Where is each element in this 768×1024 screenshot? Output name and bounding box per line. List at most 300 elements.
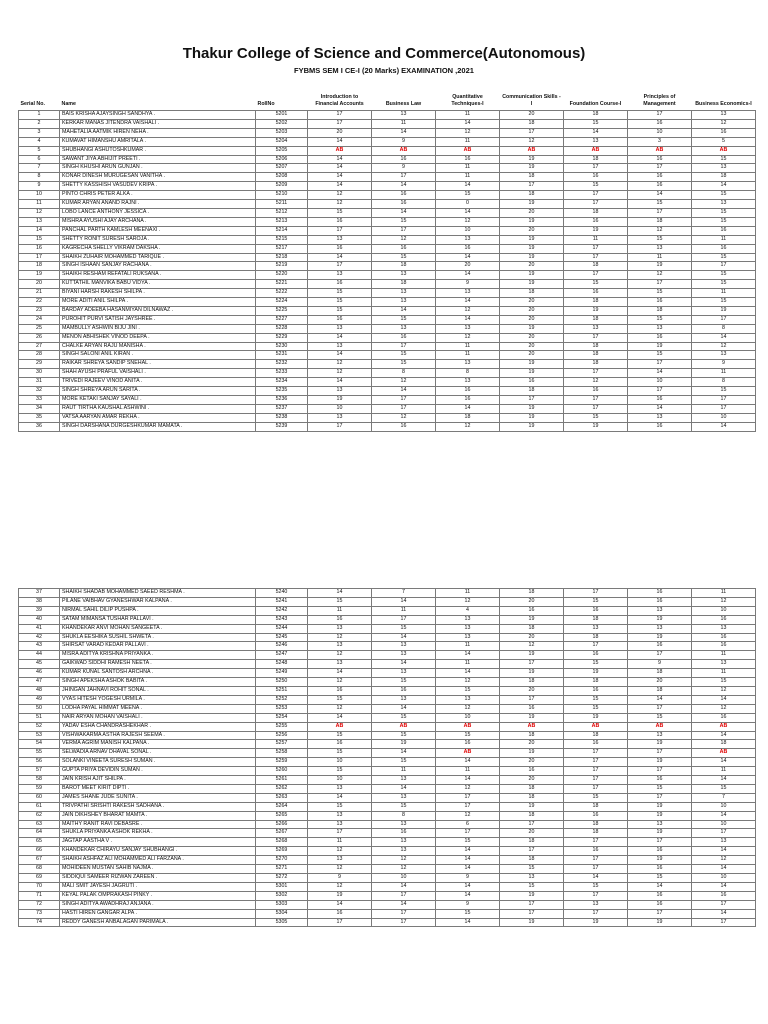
table-row (19, 128, 756, 137)
marks-cell: AB (564, 146, 628, 155)
serial-cell: 42 (19, 633, 60, 642)
serial-cell: 29 (19, 360, 60, 369)
marks-cell: 13 (692, 164, 756, 173)
marks-cell: 9 (628, 660, 692, 669)
marks-cell: 19 (500, 651, 564, 660)
table-row (19, 396, 756, 405)
marks-cell: 16 (308, 615, 372, 624)
marks-cell: 13 (628, 820, 692, 829)
column-header: Quantitative Techniques-I (436, 77, 500, 111)
roll-cell: 5208 (256, 173, 308, 182)
marks-cell: 16 (372, 191, 436, 200)
marks-cell: 15 (692, 191, 756, 200)
marks-cell: 12 (436, 333, 500, 342)
name-cell: SOLANKI VINEETA SURESH SUMAN . (60, 758, 256, 767)
marks-cell: 19 (500, 280, 564, 289)
name-cell: MISRA ADITYA KRISHNA PRIYANKA . (60, 651, 256, 660)
marks-cell: 19 (628, 829, 692, 838)
marks-cell: 11 (436, 137, 500, 146)
marks-cell: 11 (692, 651, 756, 660)
roll-cell: 5222 (256, 289, 308, 298)
serial-cell: 2 (19, 119, 60, 128)
name-cell: SHAIKH SHADAB MOHAMMED SAEED RESHMA . (60, 589, 256, 598)
roll-cell: 5227 (256, 315, 308, 324)
serial-cell: 73 (19, 909, 60, 918)
marks-cell: 17 (308, 422, 372, 431)
table-row (19, 324, 756, 333)
marks-cell: 18 (564, 802, 628, 811)
marks-cell: 16 (564, 387, 628, 396)
marks-cell: 16 (628, 642, 692, 651)
marks-cell: 16 (500, 704, 564, 713)
marks-cell: 19 (628, 918, 692, 927)
marks-cell: 14 (564, 128, 628, 137)
table-row (19, 208, 756, 217)
marks-cell: 14 (692, 909, 756, 918)
roll-cell: 5261 (256, 776, 308, 785)
marks-cell: 18 (564, 342, 628, 351)
marks-cell: 14 (372, 660, 436, 669)
marks-cell: 11 (436, 342, 500, 351)
marks-cell: 17 (628, 280, 692, 289)
marks-cell: 17 (500, 660, 564, 669)
marks-cell: 16 (308, 740, 372, 749)
serial-cell: 7 (19, 164, 60, 173)
marks-cell: 15 (500, 882, 564, 891)
name-cell: BAIS KRISHA AJAYSINGH SANDHYA . (60, 111, 256, 120)
table-row (19, 882, 756, 891)
marks-cell: 15 (628, 713, 692, 722)
name-cell: SHETTY KASSHISH VASUDEV KRIPA . (60, 182, 256, 191)
marks-cell: 10 (628, 378, 692, 387)
marks-cell: 16 (628, 396, 692, 405)
marks-cell: 17 (564, 758, 628, 767)
name-cell: KUMAVAT HIMANSHU AMRITALA . (60, 137, 256, 146)
serial-cell: 34 (19, 404, 60, 413)
marks-cell: 13 (372, 793, 436, 802)
serial-cell: 23 (19, 306, 60, 315)
marks-cell: AB (308, 722, 372, 731)
marks-cell: 18 (500, 387, 564, 396)
marks-cell: 14 (436, 271, 500, 280)
marks-cell: 17 (628, 111, 692, 120)
roll-cell: 5234 (256, 378, 308, 387)
serial-cell: 54 (19, 740, 60, 749)
marks-cell: 16 (436, 155, 500, 164)
marks-cell: 15 (308, 306, 372, 315)
name-cell: SHAIKH ZUHAIR MOHAMMED TARIQUE . (60, 253, 256, 262)
marks-cell: 16 (628, 119, 692, 128)
marks-cell: 16 (692, 615, 756, 624)
marks-cell: 15 (436, 191, 500, 200)
roll-cell: 5211 (256, 200, 308, 209)
marks-cell: 17 (500, 128, 564, 137)
marks-cell: 19 (692, 306, 756, 315)
marks-cell: 15 (372, 253, 436, 262)
marks-cell: 13 (372, 289, 436, 298)
table-row (19, 722, 756, 731)
marks-cell: 11 (436, 173, 500, 182)
roll-cell: 5270 (256, 856, 308, 865)
marks-cell: 16 (628, 597, 692, 606)
marks-cell: 15 (436, 731, 500, 740)
table-row (19, 704, 756, 713)
name-cell: MENON ABHISHEK VINOD DEEPA . (60, 333, 256, 342)
table-row (19, 173, 756, 182)
marks-cell: 18 (436, 413, 500, 422)
marks-cell: 17 (628, 387, 692, 396)
serial-cell: 32 (19, 387, 60, 396)
marks-cell: 12 (692, 686, 756, 695)
serial-cell: 52 (19, 722, 60, 731)
marks-cell: 15 (436, 909, 500, 918)
column-header: RollNo (256, 77, 308, 111)
serial-cell: 67 (19, 856, 60, 865)
marks-cell: 13 (692, 111, 756, 120)
marks-cell: 13 (372, 695, 436, 704)
marks-cell: 12 (692, 342, 756, 351)
table-row (19, 865, 756, 874)
roll-cell: 5268 (256, 838, 308, 847)
marks-cell: 19 (500, 253, 564, 262)
serial-cell: 51 (19, 713, 60, 722)
marks-cell: 18 (564, 351, 628, 360)
serial-cell: 1 (19, 111, 60, 120)
column-header: Serial No. (19, 77, 60, 111)
roll-cell: 5256 (256, 731, 308, 740)
marks-cell: 12 (308, 651, 372, 660)
name-cell: MALI SMIT JAYESH JAGRUTI . (60, 882, 256, 891)
marks-cell: AB (692, 146, 756, 155)
name-cell: CHALKE ARYAN RAJU MANISHA . (60, 342, 256, 351)
marks-cell: 17 (564, 589, 628, 598)
table-row (19, 606, 756, 615)
name-cell: SINGH DARSHANA DURGESHKUMAR MAMATA . (60, 422, 256, 431)
marks-cell: 16 (692, 713, 756, 722)
marks-cell: 16 (500, 378, 564, 387)
roll-cell: 5212 (256, 208, 308, 217)
serial-cell: 36 (19, 422, 60, 431)
serial-cell: 58 (19, 776, 60, 785)
column-header: Principles of Management (628, 77, 692, 111)
marks-cell: 16 (436, 740, 500, 749)
name-cell: SIDDIQUI SAMEER RIZWAN ZAREEN . (60, 874, 256, 883)
roll-cell: 5267 (256, 829, 308, 838)
marks-cell: 14 (436, 651, 500, 660)
marks-cell: 13 (308, 820, 372, 829)
name-cell: KHANDEKAR ANVI MOHAN SANGEETA . (60, 624, 256, 633)
marks-cell: 18 (564, 829, 628, 838)
serial-cell: 66 (19, 847, 60, 856)
name-cell: SINGH APEKSHA ASHOK BABITA . (60, 678, 256, 687)
marks-cell: 14 (436, 865, 500, 874)
marks-cell: 13 (628, 413, 692, 422)
marks-cell: 18 (692, 173, 756, 182)
marks-cell: 12 (308, 369, 372, 378)
marks-cell: 17 (372, 173, 436, 182)
marks-cell: AB (372, 722, 436, 731)
marks-cell: 16 (628, 891, 692, 900)
marks-cell: 14 (372, 306, 436, 315)
marks-cell: AB (628, 722, 692, 731)
table-row (19, 413, 756, 422)
roll-cell: 5244 (256, 624, 308, 633)
roll-cell: 5245 (256, 633, 308, 642)
marks-cell: 7 (692, 793, 756, 802)
marks-cell: 16 (436, 387, 500, 396)
marks-cell: 16 (564, 606, 628, 615)
serial-cell: 12 (19, 208, 60, 217)
column-header: Foundation Course-I (564, 77, 628, 111)
marks-cell: 19 (500, 615, 564, 624)
marks-cell: 17 (500, 396, 564, 405)
marks-cell: 15 (628, 351, 692, 360)
marks-cell: 16 (308, 909, 372, 918)
name-cell: PUROHIT PURVI SATISH JAYSHREE . (60, 315, 256, 324)
marks-cell: 8 (692, 378, 756, 387)
marks-cell: 11 (372, 119, 436, 128)
marks-cell: 19 (628, 262, 692, 271)
marks-cell: 19 (500, 324, 564, 333)
table-row (19, 811, 756, 820)
marks-cell: 18 (564, 678, 628, 687)
marks-cell: 12 (500, 137, 564, 146)
marks-cell: 15 (564, 280, 628, 289)
marks-cell: 15 (564, 695, 628, 704)
table-row (19, 695, 756, 704)
marks-cell: 13 (308, 784, 372, 793)
serial-cell: 45 (19, 660, 60, 669)
roll-cell: 5201 (256, 111, 308, 120)
roll-cell: 5237 (256, 404, 308, 413)
marks-cell: 19 (500, 802, 564, 811)
name-cell: LOBO LANCE ANTHONY JESSICA . (60, 208, 256, 217)
roll-cell: 5247 (256, 651, 308, 660)
marks-cell: 15 (692, 208, 756, 217)
marks-cell: 14 (628, 369, 692, 378)
roll-cell: 5221 (256, 280, 308, 289)
marks-cell: 15 (564, 119, 628, 128)
marks-cell: 14 (308, 351, 372, 360)
name-cell: GAIKWAD SIDDHI RAMESH NEETA . (60, 660, 256, 669)
marks-cell: 16 (372, 686, 436, 695)
table-row (19, 642, 756, 651)
marks-cell: 15 (372, 315, 436, 324)
marks-cell: 15 (372, 713, 436, 722)
marks-cell: 17 (372, 909, 436, 918)
marks-cell: 6 (436, 820, 500, 829)
marks-cell: 9 (372, 137, 436, 146)
marks-cell: 13 (628, 606, 692, 615)
name-cell: SHUBHANGI ASHUTOSHKUMAR . (60, 146, 256, 155)
marks-cell: 16 (692, 128, 756, 137)
marks-cell: 17 (500, 695, 564, 704)
table-row (19, 217, 756, 226)
roll-cell: 5258 (256, 749, 308, 758)
roll-cell: 5269 (256, 847, 308, 856)
marks-cell: 11 (436, 589, 500, 598)
name-cell: HASTI HIREN GANGAR ALPA . (60, 909, 256, 918)
roll-cell: 5302 (256, 891, 308, 900)
roll-cell: 5240 (256, 589, 308, 598)
table-row (19, 597, 756, 606)
marks-cell: 14 (372, 597, 436, 606)
marks-cell: 13 (500, 874, 564, 883)
marks-cell: 15 (308, 289, 372, 298)
roll-cell: 5254 (256, 713, 308, 722)
name-cell: KUMAR KUNAL SANTOSH ARCHNA . (60, 669, 256, 678)
results-table-part-1 (18, 77, 756, 432)
marks-cell: 14 (372, 784, 436, 793)
marks-cell: 13 (436, 360, 500, 369)
marks-cell: 19 (628, 811, 692, 820)
name-cell: RAIKAR SHREYA SANDIP SNEHAL . (60, 360, 256, 369)
table-row (19, 244, 756, 253)
marks-cell: 19 (564, 918, 628, 927)
marks-cell: 14 (436, 847, 500, 856)
name-cell: LODHA PAYAL HIMMAT MEENA . (60, 704, 256, 713)
marks-cell: 17 (628, 704, 692, 713)
marks-cell: 16 (436, 396, 500, 405)
roll-cell: 5251 (256, 686, 308, 695)
marks-cell: 12 (692, 119, 756, 128)
serial-cell: 11 (19, 200, 60, 209)
marks-cell: 13 (308, 413, 372, 422)
marks-cell: 17 (564, 909, 628, 918)
marks-cell: 13 (692, 660, 756, 669)
table-row (19, 289, 756, 298)
marks-cell: 13 (308, 324, 372, 333)
marks-cell: 18 (500, 811, 564, 820)
marks-cell: 18 (628, 669, 692, 678)
marks-cell: 10 (628, 128, 692, 137)
marks-cell: 13 (628, 731, 692, 740)
marks-cell: 14 (372, 128, 436, 137)
marks-cell: 17 (308, 111, 372, 120)
marks-cell: 5 (692, 137, 756, 146)
marks-cell: 19 (500, 217, 564, 226)
marks-cell: 17 (372, 918, 436, 927)
marks-cell: 15 (628, 289, 692, 298)
roll-cell: 5253 (256, 704, 308, 713)
marks-cell: 18 (500, 856, 564, 865)
marks-cell: 14 (436, 918, 500, 927)
serial-cell: 63 (19, 820, 60, 829)
marks-cell: 13 (564, 900, 628, 909)
marks-cell: 16 (628, 298, 692, 307)
marks-cell: 14 (564, 874, 628, 883)
marks-cell: 17 (564, 642, 628, 651)
marks-cell: 15 (372, 802, 436, 811)
serial-cell: 61 (19, 802, 60, 811)
table-row (19, 713, 756, 722)
table-row (19, 271, 756, 280)
marks-cell: 19 (564, 422, 628, 431)
name-cell: SHIRSAT VARAD KEDAR PALLAVI . (60, 642, 256, 651)
marks-cell: 15 (692, 784, 756, 793)
marks-cell: 16 (372, 200, 436, 209)
marks-cell: 13 (436, 235, 500, 244)
marks-cell: 12 (692, 597, 756, 606)
name-cell: MAMBULLY ASHWIN BIJU JINI . (60, 324, 256, 333)
table-row (19, 891, 756, 900)
marks-cell: 15 (692, 298, 756, 307)
table-row (19, 678, 756, 687)
marks-cell: AB (500, 146, 564, 155)
table-row (19, 686, 756, 695)
table-row (19, 226, 756, 235)
marks-cell: 14 (628, 404, 692, 413)
name-cell: SHAIKH RESHAM REFATALI RUKSANA . (60, 271, 256, 280)
serial-cell: 70 (19, 882, 60, 891)
marks-cell: 15 (308, 208, 372, 217)
marks-cell: 15 (692, 271, 756, 280)
roll-cell: 5204 (256, 137, 308, 146)
marks-cell: 17 (564, 891, 628, 900)
name-cell: MORE ADITI ANIL SHILPA . (60, 298, 256, 307)
marks-cell: 14 (692, 333, 756, 342)
marks-cell: 19 (628, 342, 692, 351)
marks-cell: 14 (692, 811, 756, 820)
marks-cell: 20 (500, 298, 564, 307)
name-cell: RAUT TIRTHA KAUSHAL ASHWINI . (60, 404, 256, 413)
marks-cell: 18 (628, 686, 692, 695)
marks-cell: 11 (372, 767, 436, 776)
marks-cell: 18 (500, 173, 564, 182)
marks-cell: AB (628, 146, 692, 155)
marks-cell: 19 (564, 669, 628, 678)
marks-cell: 18 (564, 315, 628, 324)
serial-cell: 72 (19, 900, 60, 909)
marks-cell: 15 (692, 217, 756, 226)
name-cell: KONAR DINESH MURUGESAN VANITHA . (60, 173, 256, 182)
table-row (19, 758, 756, 767)
name-cell: PINTO CHRIS PETER ALKA . (60, 191, 256, 200)
roll-cell: 5206 (256, 155, 308, 164)
marks-cell: 15 (692, 280, 756, 289)
roll-cell: 5233 (256, 369, 308, 378)
marks-cell: 14 (372, 208, 436, 217)
results-table-body-2 (19, 589, 756, 927)
marks-cell: 20 (500, 226, 564, 235)
name-cell: MISHRA AYUSHI AJAY ARCHANA . (60, 217, 256, 226)
marks-cell: 17 (564, 865, 628, 874)
marks-cell: 13 (308, 387, 372, 396)
marks-cell: 18 (500, 191, 564, 200)
marks-cell: 17 (628, 793, 692, 802)
serial-cell: 14 (19, 226, 60, 235)
marks-cell: 14 (308, 333, 372, 342)
table-row (19, 164, 756, 173)
marks-cell: AB (564, 722, 628, 731)
name-cell: SHAIKH ASHFAZ ALI MOHAMMED ALI FARZANA . (60, 856, 256, 865)
marks-cell: 18 (564, 208, 628, 217)
table-row (19, 624, 756, 633)
marks-cell: 14 (436, 404, 500, 413)
serial-cell: 46 (19, 669, 60, 678)
marks-cell: 15 (692, 678, 756, 687)
roll-cell: 5238 (256, 413, 308, 422)
serial-cell: 71 (19, 891, 60, 900)
marks-cell: 12 (500, 642, 564, 651)
serial-cell: 4 (19, 137, 60, 146)
marks-cell: 12 (436, 422, 500, 431)
marks-cell: 16 (692, 633, 756, 642)
marks-cell: 12 (436, 784, 500, 793)
serial-cell: 74 (19, 918, 60, 927)
marks-cell: 19 (628, 740, 692, 749)
serial-cell: 25 (19, 324, 60, 333)
